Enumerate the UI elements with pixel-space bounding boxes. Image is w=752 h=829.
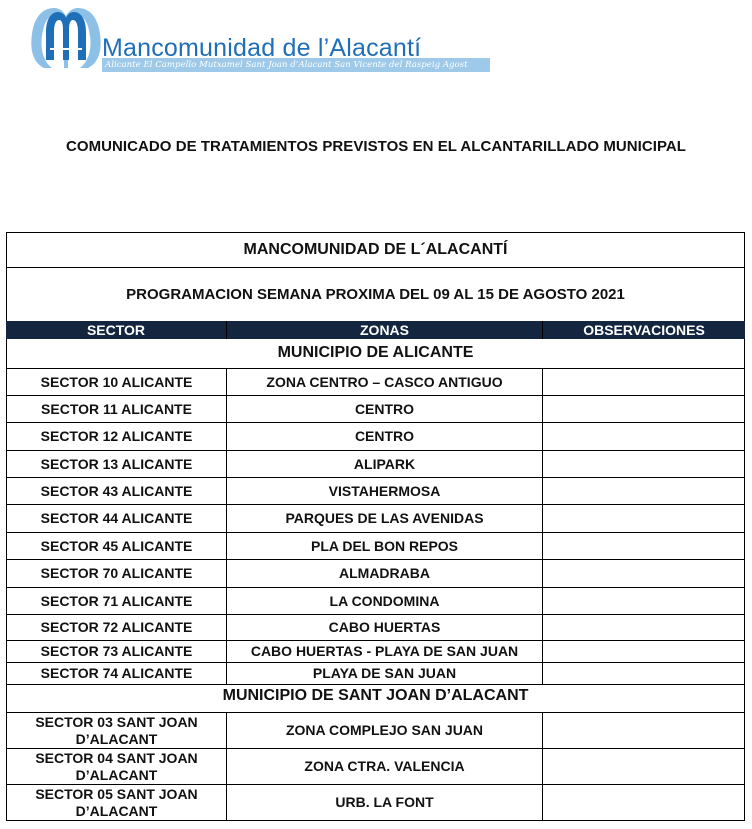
table-row: [6, 560, 745, 588]
municipality-heading: MUNICIPIO DE SANT JOAN D’ALACANT: [6, 681, 745, 713]
zona-cell: CABO HUERTAS - PLAYA DE SAN JUAN: [227, 641, 543, 662]
sector-cell: SECTOR 72 ALICANTE: [7, 615, 227, 640]
table-row: [6, 451, 745, 478]
zona-cell: ALMADRABA: [227, 560, 543, 587]
zona-cell: URB. LA FONT: [227, 785, 543, 820]
organization-heading: MANCOMUNIDAD DE L´ALACANTÍ: [6, 232, 745, 268]
sector-cell: SECTOR 45 ALICANTE: [7, 533, 227, 559]
table-row: [6, 641, 745, 663]
table-row: [6, 369, 745, 396]
observaciones-cell: [543, 588, 744, 614]
table-row: [6, 533, 745, 560]
table-row: [6, 785, 745, 821]
logo-name: Mancomunidad de l’Alacantí: [102, 34, 422, 62]
column-header-zonas: ZONAS: [227, 321, 543, 339]
table-row: [6, 588, 745, 615]
sector-cell: SECTOR 73 ALICANTE: [7, 641, 227, 662]
zona-cell: VISTAHERMOSA: [227, 478, 543, 504]
observaciones-cell: [543, 785, 744, 820]
zona-cell: CABO HUERTAS: [227, 615, 543, 640]
sector-cell: SECTOR 13 ALICANTE: [7, 451, 227, 477]
zona-cell: ZONA CTRA. VALENCIA: [227, 749, 543, 784]
table-row: [6, 749, 745, 785]
sector-cell: SECTOR 10 ALICANTE: [7, 369, 227, 395]
table-row: [6, 478, 745, 505]
observaciones-cell: [543, 615, 744, 640]
observaciones-cell: [543, 451, 744, 477]
zona-cell: ZONA COMPLEJO SAN JUAN: [227, 713, 543, 748]
observaciones-cell: [543, 560, 744, 587]
sector-cell: SECTOR 05 SANT JOAN D’ALACANT: [7, 785, 227, 820]
table-row: [6, 713, 745, 749]
zona-cell: ZONA CENTRO – CASCO ANTIGUO: [227, 369, 543, 395]
mancomunidad-logo: [30, 4, 500, 74]
table-row: [6, 505, 745, 533]
zona-cell: CENTRO: [227, 423, 543, 450]
week-heading: PROGRAMACION SEMANA PROXIMA DEL 09 AL 15 DE AGOSTO 2021: [6, 267, 745, 322]
column-header-observaciones: OBSERVACIONES: [583, 322, 705, 338]
observaciones-cell: [543, 713, 744, 748]
zona-cell: PARQUES DE LAS AVENIDAS: [227, 505, 543, 532]
sector-cell: SECTOR 70 ALICANTE: [7, 560, 227, 587]
sector-cell: SECTOR 71 ALICANTE: [7, 588, 227, 614]
sector-cell: SECTOR 44 ALICANTE: [7, 505, 227, 532]
observaciones-cell: [543, 505, 744, 532]
logo-towns: Alicante El Campello Mutxamel Sant Joan d’Alacant San Vicente del Raspeig Agost: [105, 60, 468, 70]
zona-cell: ALIPARK: [227, 451, 543, 477]
sector-cell: SECTOR 12 ALICANTE: [7, 423, 227, 450]
zona-cell: LA CONDOMINA: [227, 588, 543, 614]
observaciones-cell: [543, 533, 744, 559]
table-row: [6, 615, 745, 641]
table-row: [6, 396, 745, 423]
table-header-row: [6, 321, 745, 339]
sector-cell: SECTOR 11 ALICANTE: [7, 396, 227, 422]
zona-cell: PLA DEL BON REPOS: [227, 533, 543, 559]
observaciones-cell: [543, 396, 744, 422]
observaciones-cell: [543, 369, 744, 395]
mancomunidad-logo-icon: [30, 4, 102, 72]
column-header-sector: SECTOR: [6, 321, 227, 339]
observaciones-cell: [543, 641, 744, 662]
municipality-heading: MUNICIPIO DE ALICANTE: [6, 339, 745, 369]
document-title: COMUNICADO DE TRATAMIENTOS PREVISTOS EN EL ALCANTARILLADO MUNICIPAL: [65, 138, 687, 155]
sector-cell: SECTOR 03 SANT JOAN D’ALACANT: [7, 713, 227, 748]
observaciones-cell: [543, 478, 744, 504]
sector-cell: SECTOR 43 ALICANTE: [7, 478, 227, 504]
sector-cell: SECTOR 04 SANT JOAN D’ALACANT: [7, 749, 227, 784]
sector-cell: SECTOR 74 ALICANTE: [7, 663, 227, 684]
observaciones-cell: [543, 749, 744, 784]
observaciones-cell: [543, 423, 744, 450]
zona-cell: PLAYA DE SAN JUAN: [227, 663, 543, 684]
zona-cell: CENTRO: [227, 396, 543, 422]
table-row: [6, 423, 745, 451]
